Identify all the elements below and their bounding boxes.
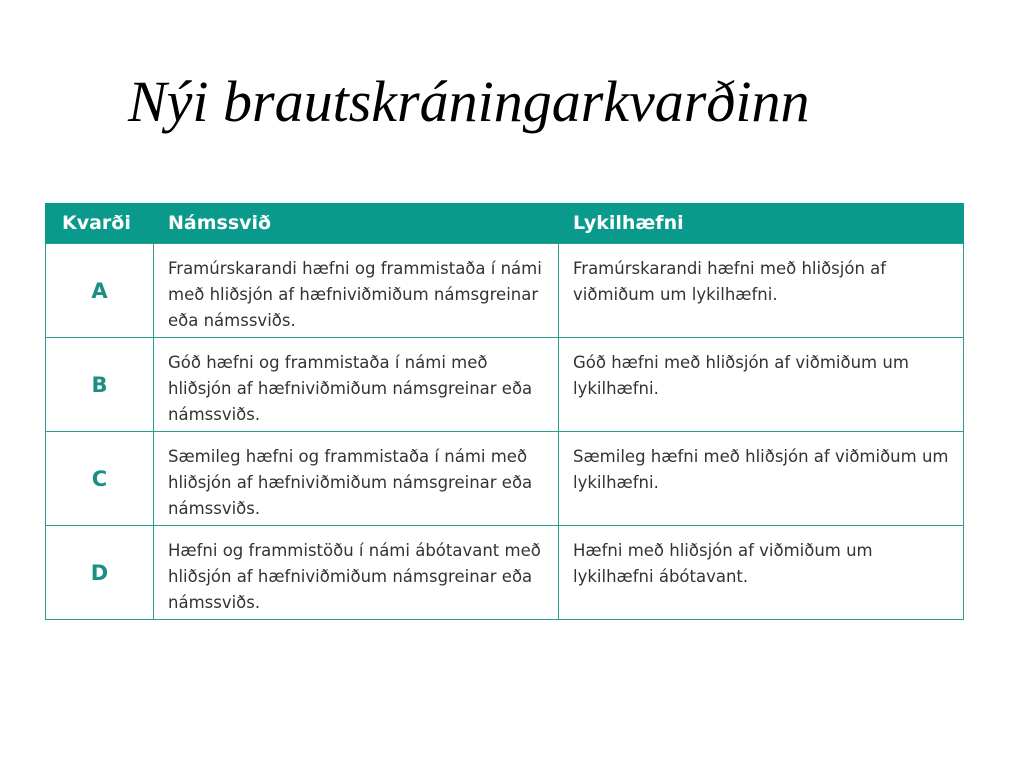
header-key-competence: Lykilhæfni (559, 203, 964, 244)
grade-letter: A (46, 244, 154, 338)
subject-description: Framúrskarandi hæfni og frammistaða í námi með hliðsjón af hæfniviðmiðum námsgreinar eða námssviðs. (154, 244, 559, 338)
table-row (46, 526, 964, 620)
header-subject-area: Námssvið (154, 203, 559, 244)
key-competence-description: Hæfni með hliðsjón af viðmiðum um lykilhæfni ábótavant. (559, 526, 964, 620)
grade-letter: B (46, 338, 154, 432)
key-competence-description: Sæmileg hæfni með hliðsjón af viðmiðum um lykilhæfni. (559, 432, 964, 526)
key-competence-description: Framúrskarandi hæfni með hliðsjón af viðmiðum um lykilhæfni. (559, 244, 964, 338)
key-competence-description: Góð hæfni með hliðsjón af viðmiðum um lykilhæfni. (559, 338, 964, 432)
grade-letter: C (46, 432, 154, 526)
subject-description: Hæfni og frammistöðu í námi ábótavant með hliðsjón af hæfniviðmiðum námsgreinar eða námssviðs. (154, 526, 559, 620)
table-row (46, 338, 964, 432)
header-scale: Kvarði (46, 203, 154, 244)
grading-scale-table (45, 203, 964, 620)
slide-title: Nýi brautskráningarkvarðinn (128, 69, 810, 134)
table-row (46, 244, 964, 338)
table-header-row (46, 203, 964, 244)
grade-letter: D (46, 526, 154, 620)
subject-description: Sæmileg hæfni og frammistaða í námi með hliðsjón af hæfniviðmiðum námsgreinar eða námssviðs. (154, 432, 559, 526)
subject-description: Góð hæfni og frammistaða í námi með hliðsjón af hæfniviðmiðum námsgreinar eða námssviðs. (154, 338, 559, 432)
table-row (46, 432, 964, 526)
